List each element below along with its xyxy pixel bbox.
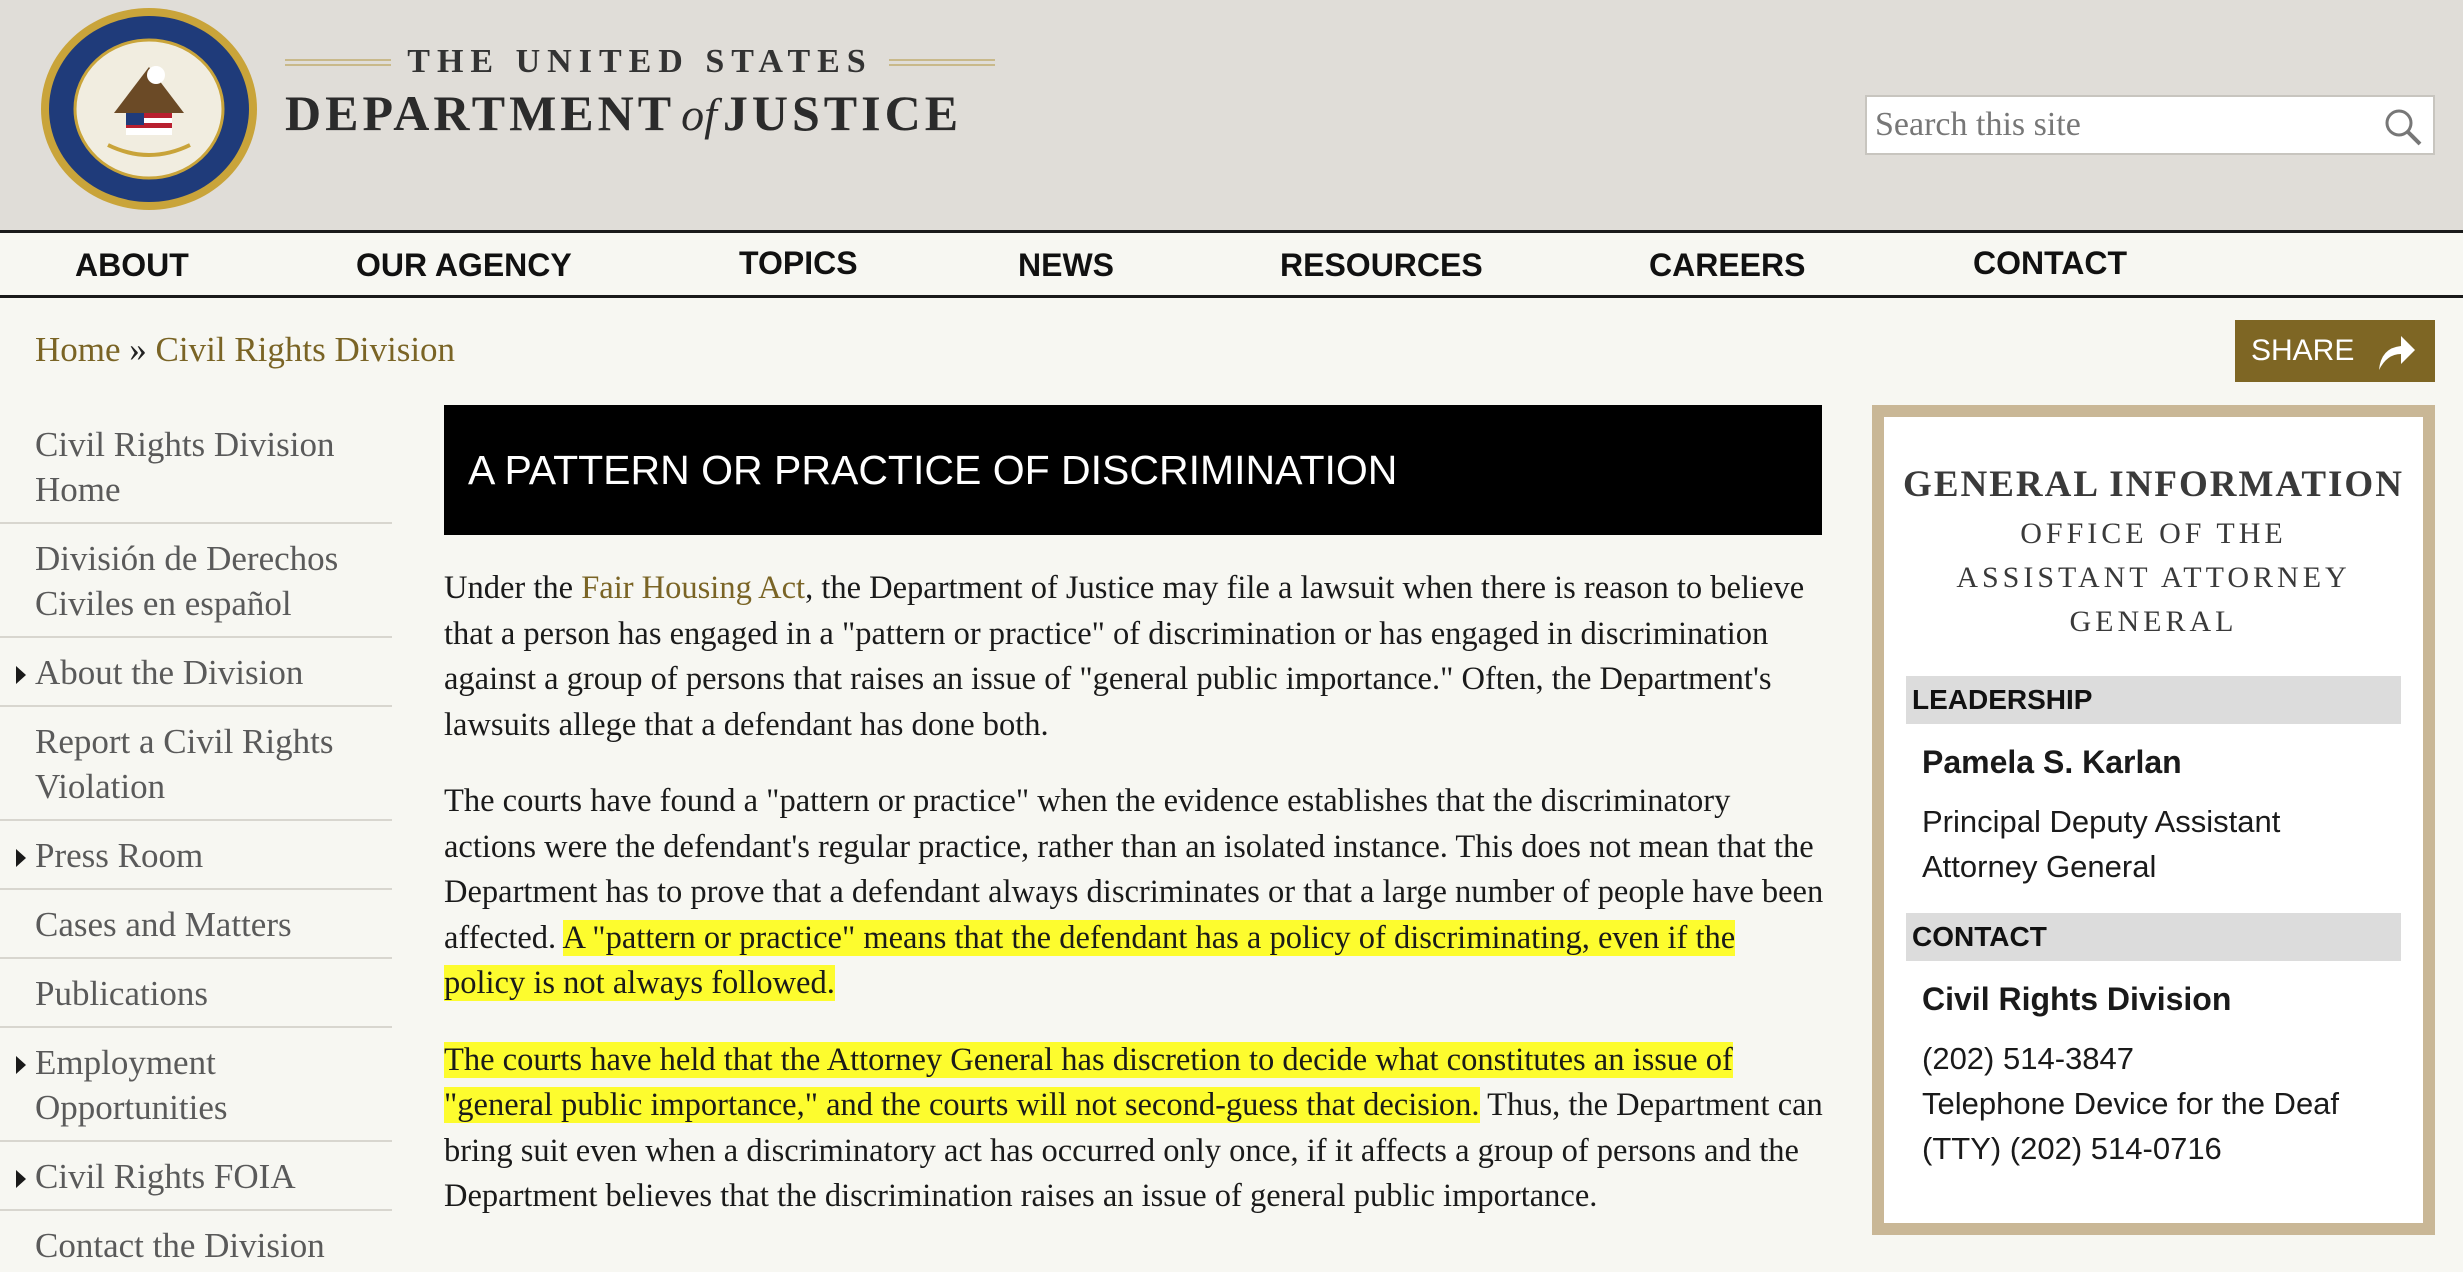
sidebar-item-label: Press Room [35, 836, 204, 875]
sidebar-item-label: Employment Opportunities [35, 1043, 228, 1127]
sidebar-item-press-room[interactable] [0, 829, 392, 890]
breadcrumb-current[interactable]: Civil Rights Division [155, 330, 456, 369]
breadcrumb [35, 330, 455, 370]
nav-news[interactable]: NEWS [1018, 247, 1114, 283]
caret-right-icon [16, 1170, 26, 1188]
nav-resources[interactable]: RESOURCES [1280, 247, 1483, 283]
share-label: SHARE [2251, 334, 2355, 367]
sidebar-item-label: Cases and Matters [35, 905, 292, 944]
wordmark-line1: THE UNITED STATES [407, 43, 873, 80]
sidebar-item-espanol[interactable] [0, 532, 392, 638]
sidebar-item-label: División de Derechos Civiles en español [35, 539, 339, 623]
main-content [444, 566, 1824, 1251]
sidebar-item-contact[interactable] [0, 1219, 392, 1272]
search-icon[interactable] [2383, 107, 2423, 147]
contact-tty: Telephone Device for the Deaf (TTY) (202) 514-0716 [1922, 1086, 2340, 1166]
leadership-heading: LEADERSHIP [1906, 676, 2401, 724]
sidebar-item-label: Civil Rights FOIA [35, 1157, 296, 1196]
contact-heading: CONTACT [1906, 913, 2401, 961]
leader-name: Pamela S. Karlan [1922, 744, 2182, 780]
nav-careers[interactable]: CAREERS [1649, 247, 1806, 283]
paragraph-2: The courts have found a "pattern or practice" when the evidence establishes that the discriminatory actions were the defendant's regular practice, rather than an isolated instance. This does not mean that the Department has to prove that a defendant always discriminates or that a large number of people have been affected. A "pattern or practice" means that the defendant has a policy of discriminating, even if the policy is not always followed. [444, 783, 1824, 1001]
search-box [1865, 95, 2435, 155]
highlighted-text: The courts have held that the Attorney General has discretion to decide what constitutes an issue of "general public importance," and the courts will not second-guess that decision. [444, 1041, 1733, 1123]
search-input[interactable] [1875, 103, 2355, 147]
main-nav [0, 230, 2463, 298]
share-arrow-icon [2373, 330, 2417, 374]
nav-our-agency[interactable]: OUR AGENCY [356, 247, 572, 283]
info-heading: GENERAL INFORMATION [1903, 464, 2404, 505]
sidebar-item-foia[interactable] [0, 1150, 392, 1211]
site-header [0, 0, 2463, 230]
caret-right-icon [16, 849, 26, 867]
sidebar-item-label: Contact the Division [35, 1226, 325, 1265]
breadcrumb-home[interactable]: Home [35, 330, 121, 369]
paragraph-3: The courts have held that the Attorney General has discretion to decide what constitutes an issue of "general public importance," and the courts will not second-guess that decision. Thus, the Department can bring suit even when a discriminatory act has occurred only once, if it affects a group of persons and the Department believes that the discrimination raises an issue of general public importance. [444, 1041, 1823, 1214]
sidebar-item-employment[interactable] [0, 1036, 392, 1142]
sidebar-item-label: Civil Rights Division Home [35, 425, 335, 509]
sidebar-item-division-home[interactable] [0, 418, 392, 524]
nav-about[interactable]: ABOUT [75, 247, 189, 283]
contact-name: Civil Rights Division [1922, 981, 2232, 1017]
sidebar-item-label: About the Division [35, 653, 304, 692]
leader-title: Principal Deputy Assistant Attorney General [1922, 804, 2281, 884]
leadership-section [1906, 724, 2401, 889]
contact-section [1906, 961, 2401, 1171]
highlighted-text: A "pattern or practice" means that the defendant has a policy of discriminating, even if the policy is not always followed. [444, 919, 1736, 1001]
sidebar-nav [0, 418, 395, 1272]
doj-wordmark[interactable] [285, 40, 1005, 160]
general-information-panel [1872, 405, 2435, 1235]
nav-topics[interactable]: TOPICS [739, 245, 858, 281]
doj-seal-logo[interactable] [38, 5, 260, 213]
caret-right-icon [16, 1056, 26, 1074]
sidebar-item-label: Report a Civil Rights Violation [35, 722, 334, 806]
page-title: A PATTERN OR PRACTICE OF DISCRIMINATION [444, 405, 1822, 535]
share-button[interactable] [2235, 320, 2435, 382]
nav-contact[interactable]: CONTACT [1973, 245, 2128, 281]
sidebar-item-report-violation[interactable] [0, 715, 392, 821]
info-subheading: OFFICE OF THE ASSISTANT ATTORNEY GENERAL [1956, 517, 2351, 638]
sidebar-item-publications[interactable] [0, 967, 392, 1028]
sidebar-item-label: Publications [35, 974, 209, 1013]
paragraph-1: Under the Fair Housing Act, the Department of Justice may file a lawsuit when there is reason to believe that a person has engaged in a "pattern or practice" of discrimination or has engaged in discrimination against a group of persons that raises an issue of "general public importance." Often, the Department's lawsuits allege that a defendant has done both. [444, 570, 1805, 743]
sidebar-item-cases[interactable] [0, 898, 392, 959]
wordmark-line2: DEPARTMENT of JUSTICE [285, 85, 963, 141]
caret-right-icon [16, 666, 26, 684]
breadcrumb-separator: » [129, 330, 147, 369]
fair-housing-act-link[interactable]: Fair Housing Act [581, 570, 806, 606]
contact-phone: (202) 514-3847 [1922, 1041, 2134, 1076]
sidebar-item-about[interactable] [0, 646, 392, 707]
